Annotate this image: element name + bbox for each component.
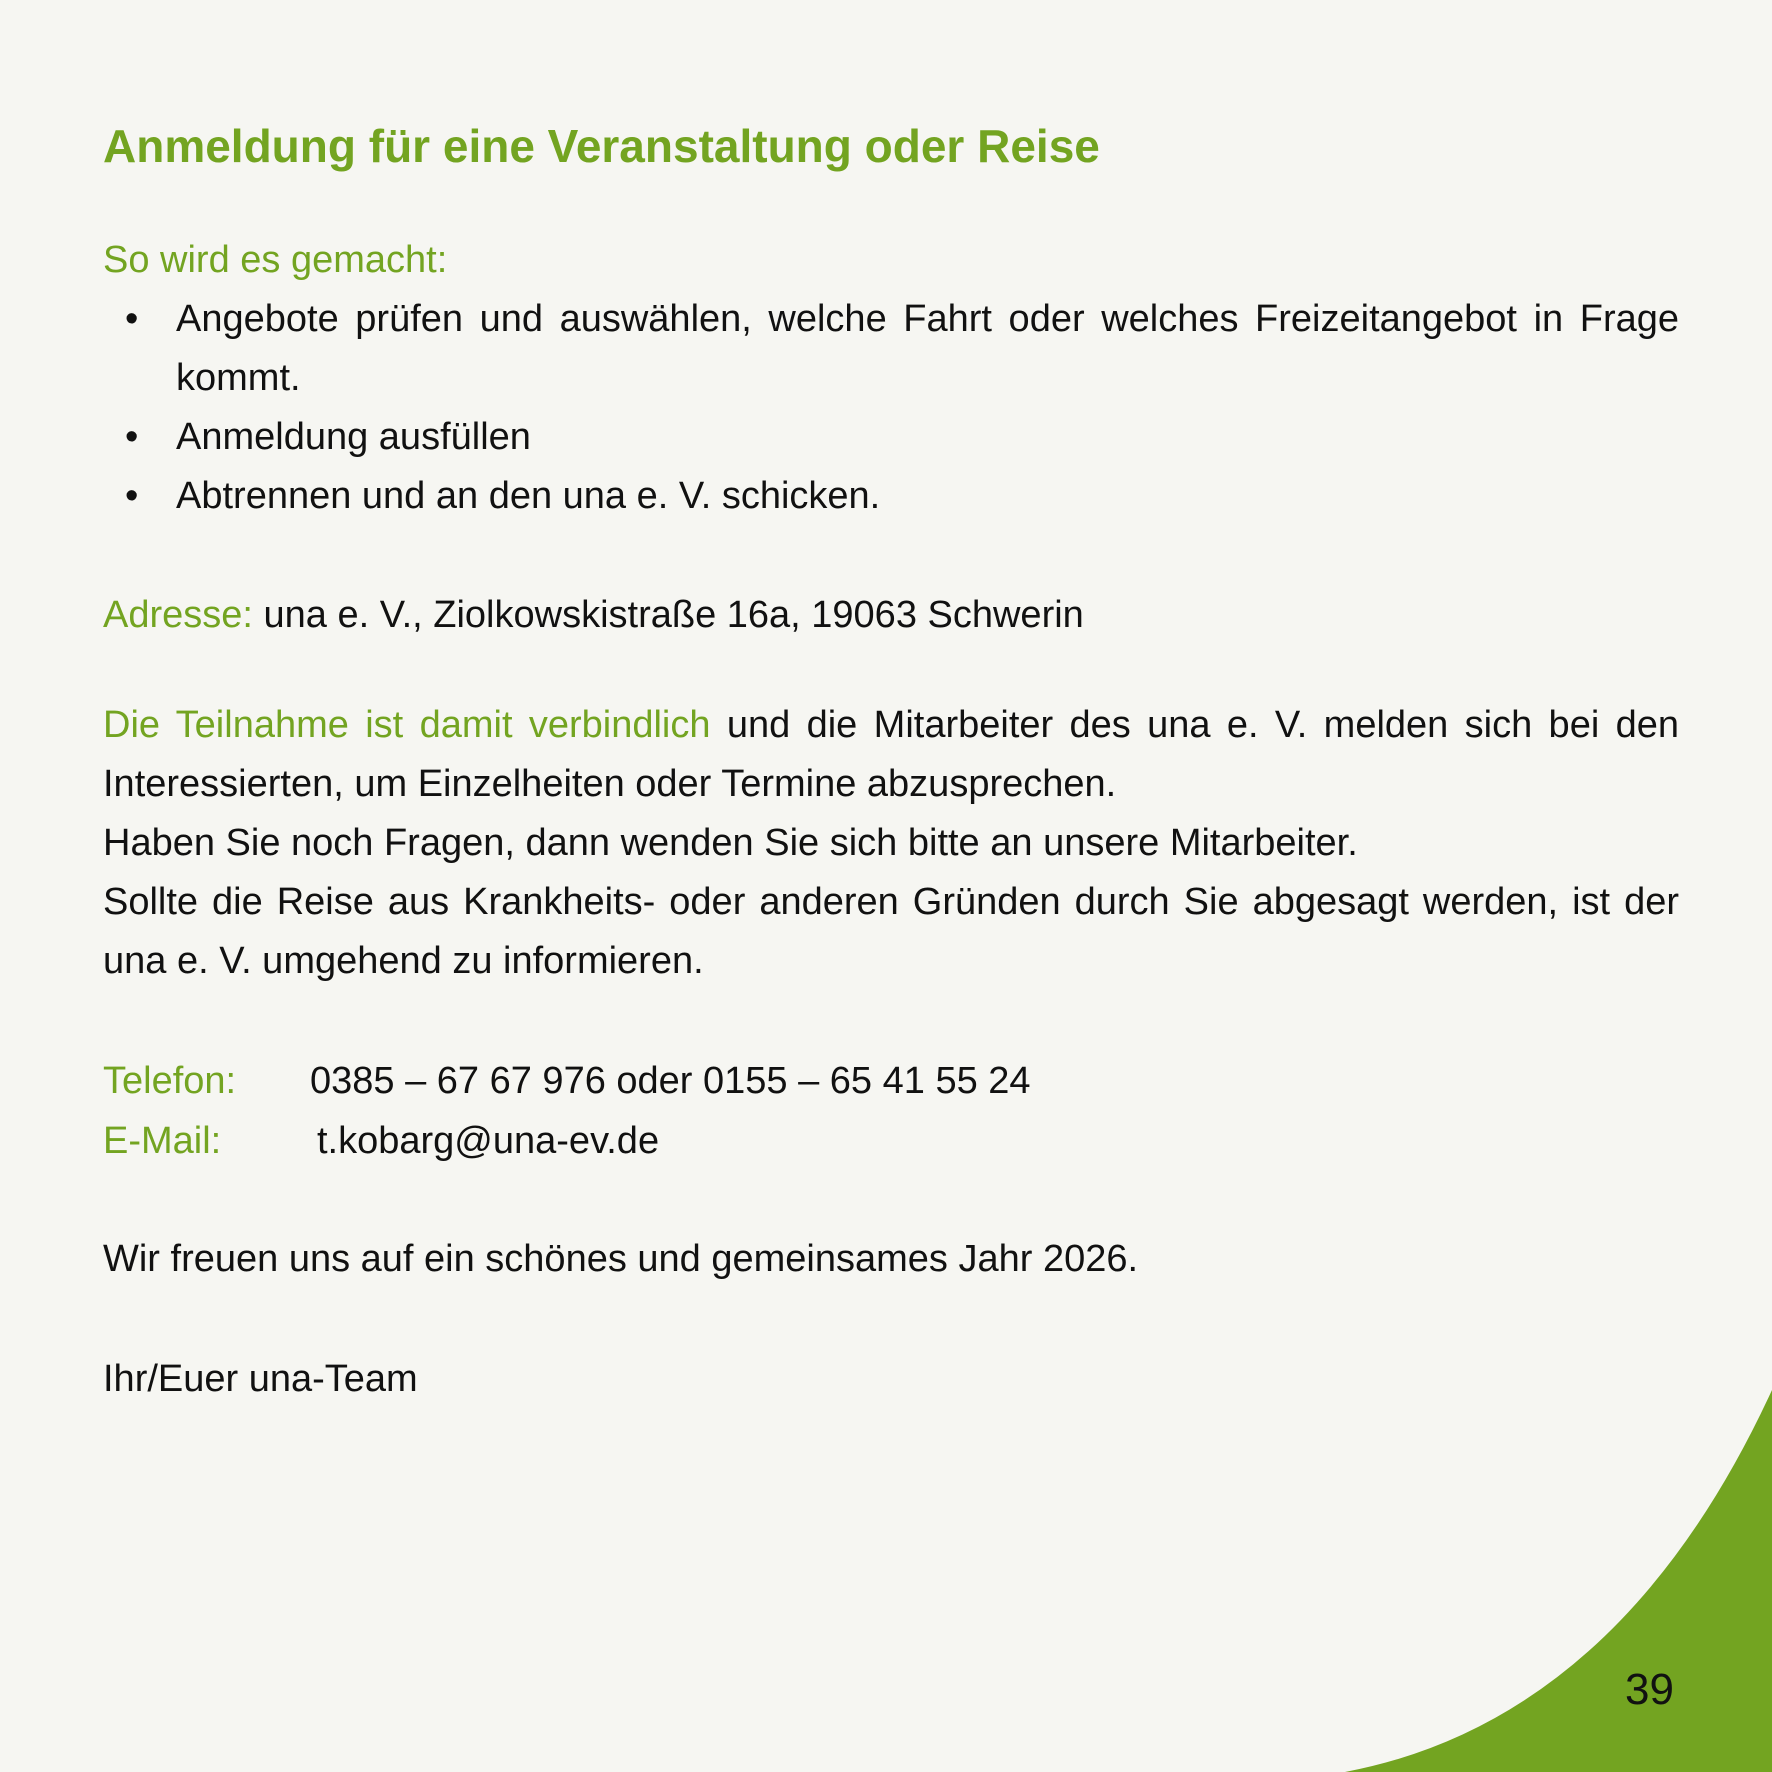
- list-item: [103, 408, 1679, 467]
- email-link[interactable]: t.kobarg@una-ev.de: [317, 1120, 660, 1162]
- steps-list: [103, 290, 1679, 526]
- info-paragraph: [103, 696, 1679, 991]
- address-value: una e. V., Ziolkowskistraße 16a, 19063 Schwerin: [263, 594, 1084, 636]
- bullet-icon: •: [125, 416, 139, 458]
- step-text: Angebote prüfen und auswählen, welche Fahrt oder welches Freizeitangebot in Frage kommt.: [176, 298, 1679, 399]
- howto-label: So wird es gemacht:: [103, 239, 448, 281]
- list-item: [103, 467, 1679, 526]
- cancel-line: Sollte die Reise aus Krankheits- oder anderen Gründen durch Sie abgesagt werden, ist der una e. V. umgehend zu informieren.: [103, 881, 1679, 982]
- binding-rest: und die Mitarbeiter des una e. V. melden sich bei den Interessierten, um Einzelheiten oder Termine abzusprechen.: [103, 704, 1680, 805]
- email-label: E-Mail:: [103, 1120, 222, 1162]
- binding-highlight: Die Teilnahme ist damit verbindlich: [103, 704, 711, 746]
- page-title: Anmeldung für eine Veranstaltung oder Reise: [103, 120, 1100, 172]
- phone-value: 0385 – 67 67 976 oder 0155 – 65 41 55 24: [310, 1060, 1031, 1102]
- bullet-icon: •: [125, 475, 139, 517]
- address-label: Adresse:: [103, 594, 253, 636]
- address-line: [103, 586, 1679, 645]
- closing-line: Wir freuen uns auf ein schönes und gemeinsames Jahr 2026.: [103, 1238, 1139, 1280]
- step-text: Abtrennen und an den una e. V. schicken.: [176, 475, 881, 517]
- questions-line: Haben Sie noch Fragen, dann wenden Sie sich bitte an unsere Mitarbeiter.: [103, 822, 1358, 864]
- step-text: Anmeldung ausfüllen: [176, 416, 531, 458]
- contact-block: [103, 1051, 1031, 1171]
- green-corner-shape: [1345, 1390, 1772, 1772]
- bullet-icon: •: [125, 298, 139, 340]
- signature: Ihr/Euer una-Team: [103, 1358, 418, 1400]
- page-number: 39: [1625, 1665, 1674, 1714]
- list-item: [103, 290, 1679, 408]
- email-row: [103, 1111, 1031, 1171]
- phone-row: [103, 1051, 1031, 1111]
- binding-sentence: [103, 696, 1679, 814]
- phone-label: Telefon:: [103, 1060, 237, 1102]
